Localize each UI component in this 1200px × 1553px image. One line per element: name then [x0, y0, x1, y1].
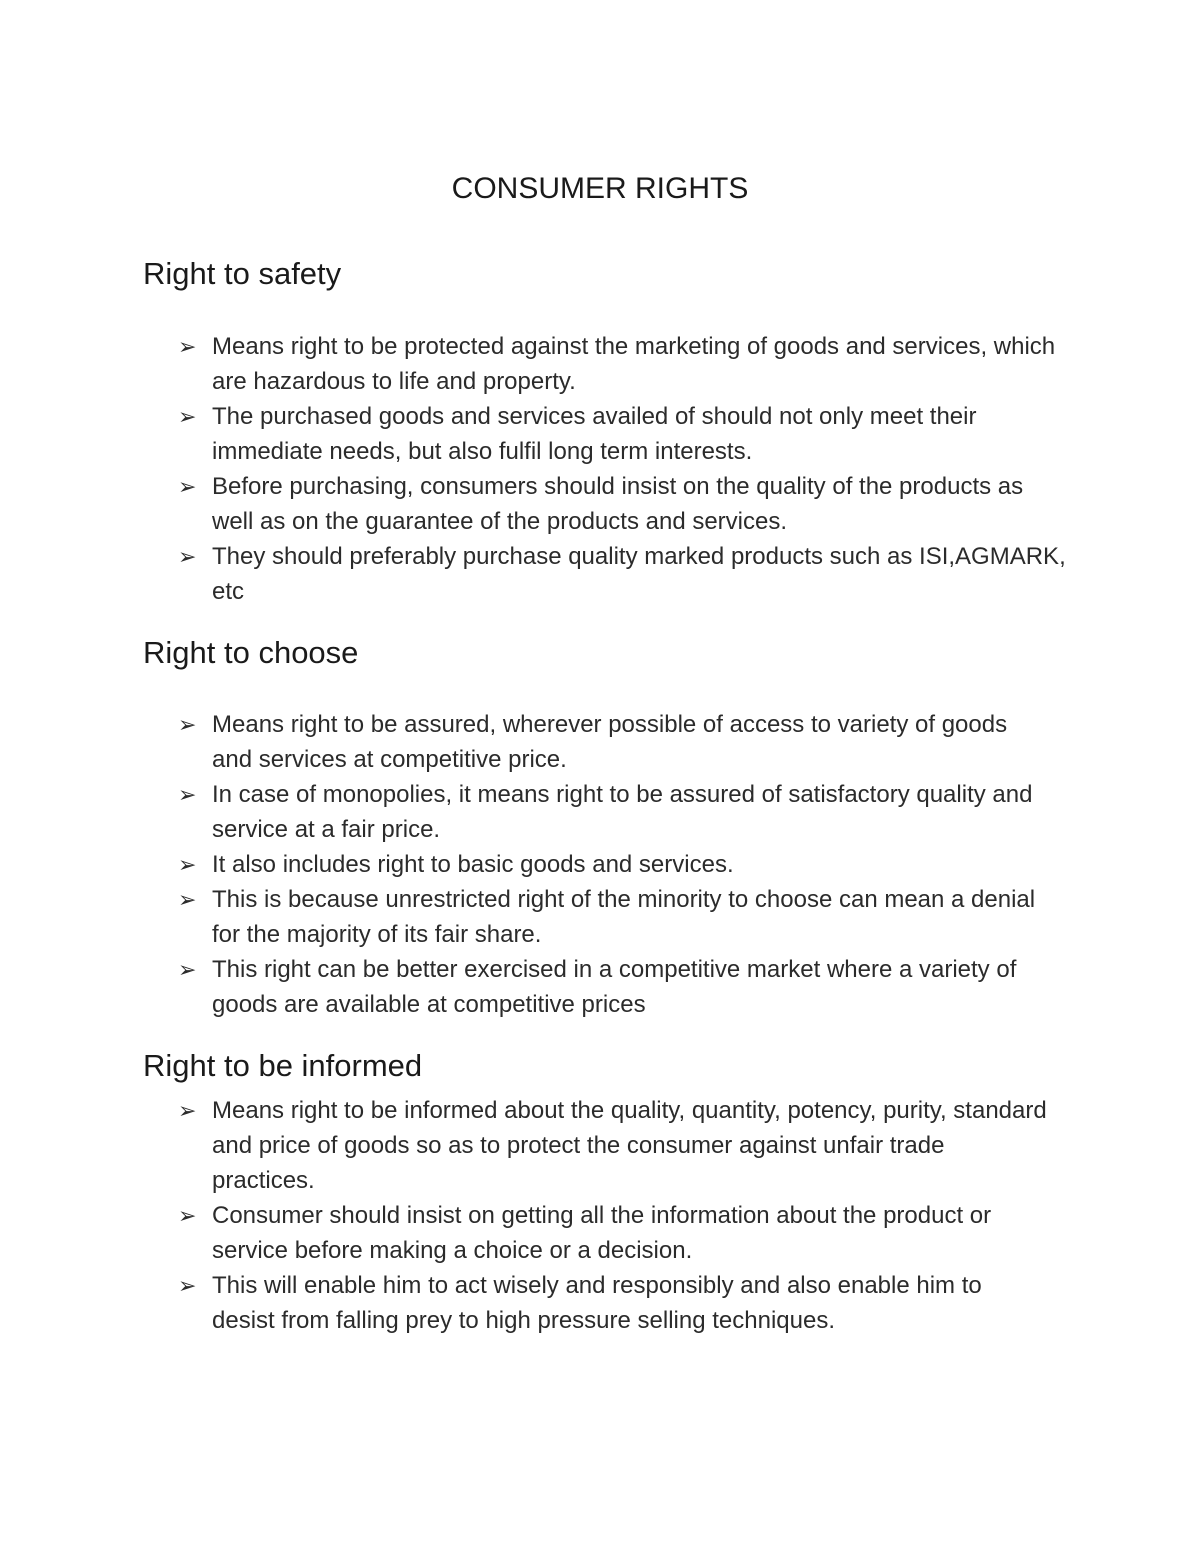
- arrow-bullet-icon: ➢: [178, 957, 197, 982]
- list-item: [178, 1198, 1048, 1268]
- bullet-text: It also includes right to basic goods and services.: [212, 851, 734, 878]
- list-item: [178, 1268, 1048, 1338]
- list-item: [178, 777, 1048, 847]
- arrow-bullet-icon: ➢: [178, 712, 197, 737]
- list-item: [178, 952, 1048, 1022]
- list-item: [178, 1093, 1048, 1198]
- list-item: [178, 469, 1068, 539]
- arrow-bullet-icon: ➢: [178, 404, 197, 429]
- bullet-text: The purchased goods and services availed of should not only meet their immediate needs, but also fulfil long term interests.: [212, 403, 977, 465]
- bullet-text: Means right to be protected against the marketing of goods and services, which are hazardous to life and property.: [212, 333, 1056, 395]
- page-title: CONSUMER RIGHTS: [451, 172, 749, 205]
- arrow-bullet-icon: ➢: [178, 1203, 197, 1228]
- arrow-bullet-icon: ➢: [178, 887, 197, 912]
- list-item: [178, 707, 1048, 777]
- bullet-text: This right can be better exercised in a competitive market where a variety of goods are available at competitive prices: [212, 956, 1017, 1018]
- section-heading-right-to-be-informed: Right to be informed: [143, 1048, 423, 1083]
- arrow-bullet-icon: ➢: [178, 852, 197, 877]
- arrow-bullet-icon: ➢: [178, 1098, 197, 1123]
- list-item: [178, 882, 1048, 952]
- arrow-bullet-icon: ➢: [178, 782, 197, 807]
- bullet-text: Means right to be informed about the quality, quantity, potency, purity, standard and price of goods so as to protect the consumer against unfair trade practices.: [212, 1097, 1047, 1194]
- arrow-bullet-icon: ➢: [178, 334, 197, 359]
- bullet-text: Consumer should insist on getting all the information about the product or service before making a choice or a decision.: [212, 1202, 992, 1264]
- arrow-bullet-icon: ➢: [178, 474, 197, 499]
- arrow-bullet-icon: ➢: [178, 544, 197, 569]
- section-heading-right-to-choose: Right to choose: [143, 635, 359, 670]
- bullet-text: Before purchasing, consumers should insist on the quality of the products as well as on the guarantee of the products and services.: [212, 473, 1024, 535]
- list-item: [178, 399, 1068, 469]
- bullet-list-right-to-choose: [178, 707, 1048, 1022]
- bullet-list-right-to-safety: [178, 329, 1068, 609]
- bullet-text: This will enable him to act wisely and responsibly and also enable him to desist from falling prey to high pressure selling techniques.: [212, 1272, 982, 1334]
- list-item: [178, 539, 1068, 609]
- list-item: [178, 329, 1068, 399]
- arrow-bullet-icon: ➢: [178, 1273, 197, 1298]
- bullet-list-right-to-be-informed: [178, 1093, 1048, 1338]
- bullet-text: Means right to be assured, wherever possible of access to variety of goods and services at competitive price.: [212, 711, 1008, 773]
- section-heading-right-to-safety: Right to safety: [143, 256, 342, 291]
- bullet-text: This is because unrestricted right of the minority to choose can mean a denial for the majority of its fair share.: [212, 886, 1036, 948]
- list-item: [178, 847, 1048, 882]
- bullet-text: In case of monopolies, it means right to be assured of satisfactory quality and service at a fair price.: [212, 781, 1033, 843]
- bullet-text: They should preferably purchase quality marked products such as ISI,AGMARK, etc: [212, 543, 1066, 605]
